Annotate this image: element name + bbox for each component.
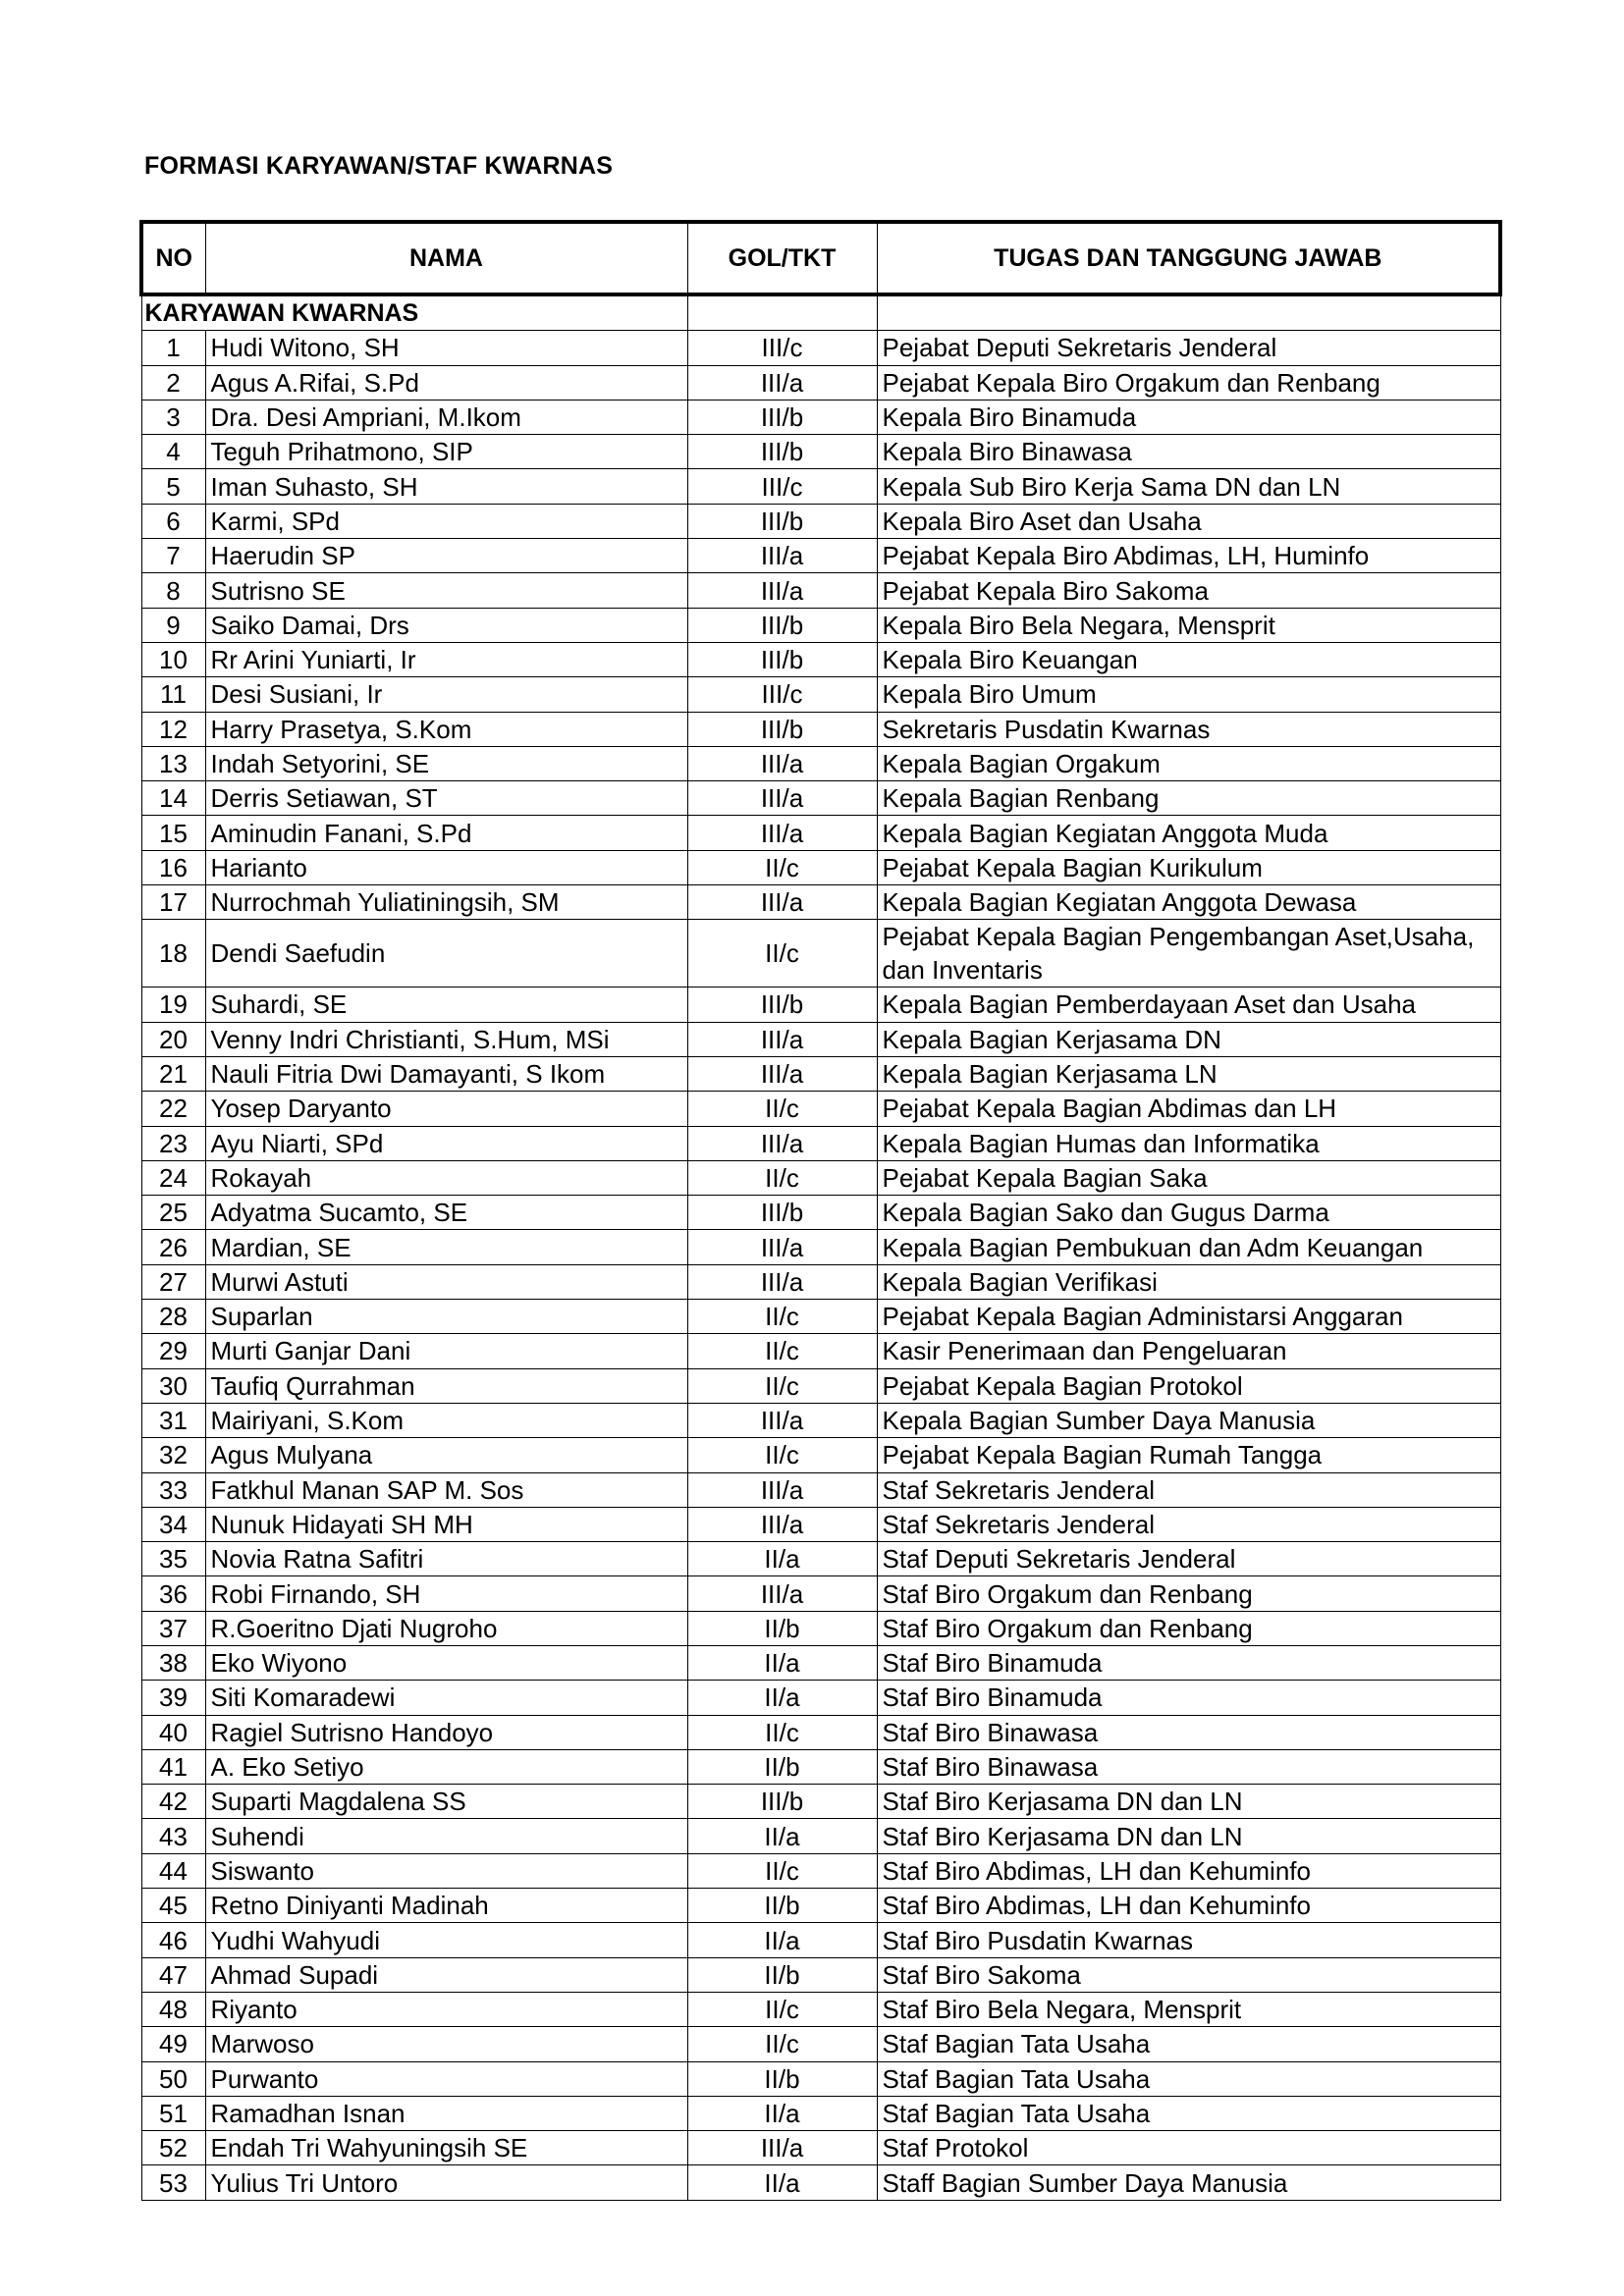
header-nama: NAMA: [205, 222, 687, 294]
table-row: [141, 469, 1500, 504]
cell-tugas: Pejabat Deputi Sekretaris Jenderal: [877, 331, 1500, 365]
cell-no: 18: [141, 920, 205, 988]
cell-no: 35: [141, 1542, 205, 1576]
cell-no: 10: [141, 642, 205, 676]
table-row: [141, 920, 1500, 988]
cell-gol: III/b: [687, 435, 877, 469]
table-row: [141, 1576, 1500, 1611]
cell-nama: Agus Mulyana: [205, 1438, 687, 1472]
cell-no: 1: [141, 331, 205, 365]
cell-nama: Siti Komaradewi: [205, 1681, 687, 1715]
cell-gol: II/c: [687, 850, 877, 884]
cell-no: 32: [141, 1438, 205, 1472]
cell-tugas: Kepala Biro Binawasa: [877, 435, 1500, 469]
cell-nama: Harianto: [205, 850, 687, 884]
cell-tugas: Kepala Bagian Sumber Daya Manusia: [877, 1403, 1500, 1437]
cell-gol: III/b: [687, 642, 877, 676]
cell-nama: Ayu Niarti, SPd: [205, 1126, 687, 1160]
cell-nama: Nauli Fitria Dwi Damayanti, S Ikom: [205, 1056, 687, 1091]
cell-gol: III/a: [687, 1576, 877, 1611]
cell-tugas: Kepala Bagian Orgakum: [877, 746, 1500, 780]
cell-no: 7: [141, 539, 205, 573]
cell-no: 31: [141, 1403, 205, 1437]
cell-gol: III/a: [687, 1507, 877, 1541]
cell-tugas: Kepala Bagian Sako dan Gugus Darma: [877, 1196, 1500, 1230]
table-row: [141, 1957, 1500, 1992]
section-tugas-empty: [877, 294, 1500, 331]
cell-nama: Suparlan: [205, 1300, 687, 1334]
cell-no: 12: [141, 712, 205, 746]
cell-no: 37: [141, 1611, 205, 1645]
cell-nama: Fatkhul Manan SAP M. Sos: [205, 1472, 687, 1507]
cell-tugas: Kepala Bagian Renbang: [877, 781, 1500, 816]
cell-no: 29: [141, 1334, 205, 1368]
cell-nama: Rokayah: [205, 1160, 687, 1195]
cell-no: 20: [141, 1022, 205, 1056]
cell-tugas: Staff Bagian Sumber Daya Manusia: [877, 2165, 1500, 2200]
cell-nama: Purwanto: [205, 2061, 687, 2096]
cell-tugas: Staf Deputi Sekretaris Jenderal: [877, 1542, 1500, 1576]
cell-tugas: Staf Bagian Tata Usaha: [877, 2061, 1500, 2096]
cell-no: 8: [141, 573, 205, 608]
cell-nama: Desi Susiani, Ir: [205, 677, 687, 712]
cell-tugas: Pejabat Kepala Biro Sakoma: [877, 573, 1500, 608]
table-row: [141, 608, 1500, 642]
table-row: [141, 1542, 1500, 1576]
cell-no: 14: [141, 781, 205, 816]
cell-no: 21: [141, 1056, 205, 1091]
cell-tugas: Staf Biro Binamuda: [877, 1681, 1500, 1715]
cell-nama: Murti Ganjar Dani: [205, 1334, 687, 1368]
cell-nama: Hudi Witono, SH: [205, 331, 687, 365]
table-row: [141, 2027, 1500, 2061]
cell-nama: Novia Ratna Safitri: [205, 1542, 687, 1576]
cell-gol: II/a: [687, 1681, 877, 1715]
cell-tugas: Staf Biro Kerjasama DN dan LN: [877, 1785, 1500, 1819]
table-row: [141, 1438, 1500, 1472]
table-row: [141, 1992, 1500, 2026]
cell-gol: II/b: [687, 1957, 877, 1992]
table-row: [141, 1022, 1500, 1056]
cell-gol: II/a: [687, 1645, 877, 1680]
table-row: [141, 850, 1500, 884]
cell-tugas: Pejabat Kepala Bagian Saka: [877, 1160, 1500, 1195]
cell-gol: III/c: [687, 677, 877, 712]
cell-no: 49: [141, 2027, 205, 2061]
cell-gol: III/a: [687, 1056, 877, 1091]
table-row: [141, 1472, 1500, 1507]
cell-tugas: Kepala Bagian Humas dan Informatika: [877, 1126, 1500, 1160]
table-row: [141, 1196, 1500, 1230]
cell-no: 40: [141, 1715, 205, 1749]
cell-no: 11: [141, 677, 205, 712]
cell-gol: III/a: [687, 1126, 877, 1160]
cell-no: 46: [141, 1923, 205, 1957]
cell-gol: III/a: [687, 781, 877, 816]
table-row: [141, 331, 1500, 365]
cell-no: 47: [141, 1957, 205, 1992]
cell-nama: Teguh Prihatmono, SIP: [205, 435, 687, 469]
cell-nama: Suparti Magdalena SS: [205, 1785, 687, 1819]
cell-no: 23: [141, 1126, 205, 1160]
cell-gol: II/c: [687, 1368, 877, 1403]
table-row: [141, 435, 1500, 469]
cell-gol: II/b: [687, 1889, 877, 1923]
cell-gol: III/a: [687, 2131, 877, 2165]
cell-gol: II/c: [687, 1092, 877, 1126]
cell-nama: Venny Indri Christianti, S.Hum, MSi: [205, 1022, 687, 1056]
cell-no: 38: [141, 1645, 205, 1680]
cell-gol: III/a: [687, 1472, 877, 1507]
cell-no: 50: [141, 2061, 205, 2096]
cell-nama: Karmi, SPd: [205, 504, 687, 538]
table-row: [141, 816, 1500, 850]
header-gol: GOL/TKT: [687, 222, 877, 294]
cell-gol: II/b: [687, 2061, 877, 2096]
cell-no: 5: [141, 469, 205, 504]
cell-tugas: Staf Biro Orgakum dan Renbang: [877, 1576, 1500, 1611]
cell-gol: II/c: [687, 1334, 877, 1368]
cell-tugas: Kepala Sub Biro Kerja Sama DN dan LN: [877, 469, 1500, 504]
table-row: [141, 365, 1500, 400]
table-row: [141, 781, 1500, 816]
table-row: [141, 573, 1500, 608]
cell-tugas: Pejabat Kepala Bagian Administarsi Anggaran: [877, 1300, 1500, 1334]
table-row: [141, 1749, 1500, 1784]
cell-no: 2: [141, 365, 205, 400]
table-row: [141, 1819, 1500, 1853]
cell-nama: Saiko Damai, Drs: [205, 608, 687, 642]
cell-gol: III/b: [687, 608, 877, 642]
cell-nama: Harry Prasetya, S.Kom: [205, 712, 687, 746]
table-row: [141, 885, 1500, 920]
cell-nama: Agus A.Rifai, S.Pd: [205, 365, 687, 400]
cell-gol: III/c: [687, 331, 877, 365]
cell-no: 45: [141, 1889, 205, 1923]
cell-nama: A. Eko Setiyo: [205, 1749, 687, 1784]
cell-gol: III/a: [687, 746, 877, 780]
cell-no: 25: [141, 1196, 205, 1230]
cell-gol: III/b: [687, 400, 877, 434]
table-row: [141, 504, 1500, 538]
cell-nama: Sutrisno SE: [205, 573, 687, 608]
cell-gol: II/a: [687, 2096, 877, 2130]
table-row: [141, 1403, 1500, 1437]
table-row: [141, 1230, 1500, 1264]
table-row: [141, 2061, 1500, 2096]
cell-tugas: Kepala Bagian Kerjasama LN: [877, 1056, 1500, 1091]
cell-tugas: Kepala Biro Bela Negara, Mensprit: [877, 608, 1500, 642]
cell-no: 22: [141, 1092, 205, 1126]
cell-nama: Mardian, SE: [205, 1230, 687, 1264]
cell-tugas: Staf Biro Sakoma: [877, 1957, 1500, 1992]
table-row: [141, 1368, 1500, 1403]
cell-nama: Adyatma Sucamto, SE: [205, 1196, 687, 1230]
cell-tugas: Staf Biro Binawasa: [877, 1715, 1500, 1749]
cell-gol: III/a: [687, 365, 877, 400]
cell-nama: Suhardi, SE: [205, 988, 687, 1022]
cell-gol: II/c: [687, 1438, 877, 1472]
cell-no: 13: [141, 746, 205, 780]
cell-gol: III/a: [687, 1264, 877, 1299]
table-row: [141, 2165, 1500, 2200]
cell-no: 30: [141, 1368, 205, 1403]
cell-no: 44: [141, 1853, 205, 1888]
cell-tugas: Staf Protokol: [877, 2131, 1500, 2165]
section-row: [141, 294, 1500, 331]
table-row: [141, 1645, 1500, 1680]
cell-gol: II/a: [687, 1819, 877, 1853]
cell-no: 27: [141, 1264, 205, 1299]
cell-gol: II/a: [687, 1542, 877, 1576]
cell-no: 48: [141, 1992, 205, 2026]
cell-no: 36: [141, 1576, 205, 1611]
cell-tugas: Kasir Penerimaan dan Pengeluaran: [877, 1334, 1500, 1368]
cell-gol: II/c: [687, 2027, 877, 2061]
cell-no: 39: [141, 1681, 205, 1715]
cell-nama: Iman Suhasto, SH: [205, 469, 687, 504]
cell-nama: Riyanto: [205, 1992, 687, 2026]
cell-tugas: Sekretaris Pusdatin Kwarnas: [877, 712, 1500, 746]
cell-nama: Retno Diniyanti Madinah: [205, 1889, 687, 1923]
cell-nama: Indah Setyorini, SE: [205, 746, 687, 780]
cell-gol: III/a: [687, 1403, 877, 1437]
table-row: [141, 2096, 1500, 2130]
table-row: [141, 1923, 1500, 1957]
cell-no: 43: [141, 1819, 205, 1853]
cell-tugas: Staf Biro Binawasa: [877, 1749, 1500, 1784]
cell-no: 26: [141, 1230, 205, 1264]
cell-gol: III/b: [687, 1196, 877, 1230]
cell-tugas: Pejabat Kepala Bagian Abdimas dan LH: [877, 1092, 1500, 1126]
cell-no: 17: [141, 885, 205, 920]
cell-nama: Yudhi Wahyudi: [205, 1923, 687, 1957]
cell-nama: Murwi Astuti: [205, 1264, 687, 1299]
cell-tugas: Staf Sekretaris Jenderal: [877, 1507, 1500, 1541]
table-header-row: [141, 222, 1500, 294]
table-row: [141, 539, 1500, 573]
cell-nama: Yosep Daryanto: [205, 1092, 687, 1126]
cell-gol: II/c: [687, 1992, 877, 2026]
table-row: [141, 1715, 1500, 1749]
cell-tugas: Staf Biro Pusdatin Kwarnas: [877, 1923, 1500, 1957]
cell-no: 4: [141, 435, 205, 469]
table-row: [141, 642, 1500, 676]
table-row: [141, 1056, 1500, 1091]
cell-gol: III/a: [687, 573, 877, 608]
cell-no: 52: [141, 2131, 205, 2165]
cell-no: 33: [141, 1472, 205, 1507]
cell-tugas: Staf Biro Orgakum dan Renbang: [877, 1611, 1500, 1645]
table-row: [141, 1264, 1500, 1299]
cell-tugas: Staf Biro Kerjasama DN dan LN: [877, 1819, 1500, 1853]
header-tugas: TUGAS DAN TANGGUNG JAWAB: [877, 222, 1500, 294]
table-row: [141, 1092, 1500, 1126]
cell-nama: Derris Setiawan, ST: [205, 781, 687, 816]
cell-gol: II/c: [687, 920, 877, 988]
cell-nama: Robi Firnando, SH: [205, 1576, 687, 1611]
section-gol-empty: [687, 294, 877, 331]
cell-nama: Mairiyani, S.Kom: [205, 1403, 687, 1437]
cell-no: 15: [141, 816, 205, 850]
cell-nama: Taufiq Qurrahman: [205, 1368, 687, 1403]
cell-nama: Ahmad Supadi: [205, 1957, 687, 1992]
cell-nama: Dra. Desi Ampriani, M.Ikom: [205, 400, 687, 434]
table-row: [141, 2131, 1500, 2165]
cell-nama: R.Goeritno Djati Nugroho: [205, 1611, 687, 1645]
cell-tugas: Kepala Biro Aset dan Usaha: [877, 504, 1500, 538]
cell-nama: Eko Wiyono: [205, 1645, 687, 1680]
cell-gol: II/c: [687, 1300, 877, 1334]
table-row: [141, 746, 1500, 780]
cell-tugas: Kepala Bagian Verifikasi: [877, 1264, 1500, 1299]
cell-no: 51: [141, 2096, 205, 2130]
cell-tugas: Staf Biro Bela Negara, Mensprit: [877, 1992, 1500, 2026]
cell-nama: Dendi Saefudin: [205, 920, 687, 988]
cell-no: 19: [141, 988, 205, 1022]
cell-tugas: Kepala Biro Binamuda: [877, 400, 1500, 434]
table-body: [141, 294, 1500, 2200]
header-no: NO: [141, 222, 205, 294]
cell-tugas: Pejabat Kepala Bagian Pengembangan Aset,Usaha, dan Inventaris: [877, 920, 1500, 988]
table-row: [141, 1126, 1500, 1160]
table-row: [141, 1853, 1500, 1888]
cell-nama: Nurrochmah Yuliatiningsih, SM: [205, 885, 687, 920]
cell-nama: Yulius Tri Untoro: [205, 2165, 687, 2200]
cell-gol: III/b: [687, 504, 877, 538]
cell-tugas: Kepala Bagian Kerjasama DN: [877, 1022, 1500, 1056]
table-row: [141, 1785, 1500, 1819]
cell-nama: Rr Arini Yuniarti, Ir: [205, 642, 687, 676]
cell-no: 16: [141, 850, 205, 884]
cell-tugas: Staf Biro Abdimas, LH dan Kehuminfo: [877, 1889, 1500, 1923]
cell-no: 53: [141, 2165, 205, 2200]
cell-nama: Aminudin Fanani, S.Pd: [205, 816, 687, 850]
cell-tugas: Kepala Bagian Kegiatan Anggota Dewasa: [877, 885, 1500, 920]
table-row: [141, 1160, 1500, 1195]
table-row: [141, 1300, 1500, 1334]
cell-nama: Ragiel Sutrisno Handoyo: [205, 1715, 687, 1749]
table-row: [141, 1889, 1500, 1923]
table-row: [141, 1611, 1500, 1645]
cell-gol: II/a: [687, 2165, 877, 2200]
cell-nama: Marwoso: [205, 2027, 687, 2061]
cell-nama: Suhendi: [205, 1819, 687, 1853]
cell-gol: III/a: [687, 539, 877, 573]
table-row: [141, 988, 1500, 1022]
cell-gol: II/b: [687, 1749, 877, 1784]
cell-tugas: Pejabat Kepala Biro Abdimas, LH, Huminfo: [877, 539, 1500, 573]
cell-tugas: Staf Biro Binamuda: [877, 1645, 1500, 1680]
section-label: KARYAWAN KWARNAS: [141, 294, 687, 331]
table-row: [141, 712, 1500, 746]
cell-gol: III/a: [687, 1022, 877, 1056]
cell-gol: III/b: [687, 1785, 877, 1819]
staff-table: [139, 220, 1502, 2201]
cell-tugas: Pejabat Kepala Bagian Rumah Tangga: [877, 1438, 1500, 1472]
cell-nama: Siswanto: [205, 1853, 687, 1888]
cell-gol: II/b: [687, 1611, 877, 1645]
cell-gol: III/b: [687, 712, 877, 746]
cell-nama: Endah Tri Wahyuningsih SE: [205, 2131, 687, 2165]
cell-tugas: Kepala Bagian Pembukuan dan Adm Keuangan: [877, 1230, 1500, 1264]
table-row: [141, 1681, 1500, 1715]
cell-nama: Nunuk Hidayati SH MH: [205, 1507, 687, 1541]
cell-gol: II/c: [687, 1853, 877, 1888]
cell-gol: II/c: [687, 1715, 877, 1749]
cell-tugas: Kepala Bagian Pemberdayaan Aset dan Usaha: [877, 988, 1500, 1022]
cell-tugas: Pejabat Kepala Bagian Kurikulum: [877, 850, 1500, 884]
table-row: [141, 400, 1500, 434]
cell-gol: III/a: [687, 816, 877, 850]
cell-gol: II/c: [687, 1160, 877, 1195]
cell-gol: III/a: [687, 885, 877, 920]
cell-tugas: Staf Bagian Tata Usaha: [877, 2027, 1500, 2061]
table-row: [141, 677, 1500, 712]
cell-no: 41: [141, 1749, 205, 1784]
cell-no: 28: [141, 1300, 205, 1334]
cell-nama: Ramadhan Isnan: [205, 2096, 687, 2130]
cell-no: 42: [141, 1785, 205, 1819]
cell-gol: II/a: [687, 1923, 877, 1957]
cell-tugas: Staf Biro Abdimas, LH dan Kehuminfo: [877, 1853, 1500, 1888]
cell-gol: III/b: [687, 988, 877, 1022]
cell-no: 6: [141, 504, 205, 538]
cell-tugas: Staf Sekretaris Jenderal: [877, 1472, 1500, 1507]
table-row: [141, 1507, 1500, 1541]
cell-no: 9: [141, 608, 205, 642]
cell-gol: III/a: [687, 1230, 877, 1264]
cell-no: 24: [141, 1160, 205, 1195]
cell-nama: Haerudin SP: [205, 539, 687, 573]
cell-tugas: Kepala Biro Keuangan: [877, 642, 1500, 676]
cell-tugas: Staf Bagian Tata Usaha: [877, 2096, 1500, 2130]
page-title: FORMASI KARYAWAN/STAF KWARNAS: [144, 152, 614, 180]
cell-tugas: Pejabat Kepala Biro Orgakum dan Renbang: [877, 365, 1500, 400]
cell-tugas: Kepala Biro Umum: [877, 677, 1500, 712]
cell-tugas: Kepala Bagian Kegiatan Anggota Muda: [877, 816, 1500, 850]
cell-no: 34: [141, 1507, 205, 1541]
cell-no: 3: [141, 400, 205, 434]
table-row: [141, 1334, 1500, 1368]
cell-gol: III/c: [687, 469, 877, 504]
cell-tugas: Pejabat Kepala Bagian Protokol: [877, 1368, 1500, 1403]
